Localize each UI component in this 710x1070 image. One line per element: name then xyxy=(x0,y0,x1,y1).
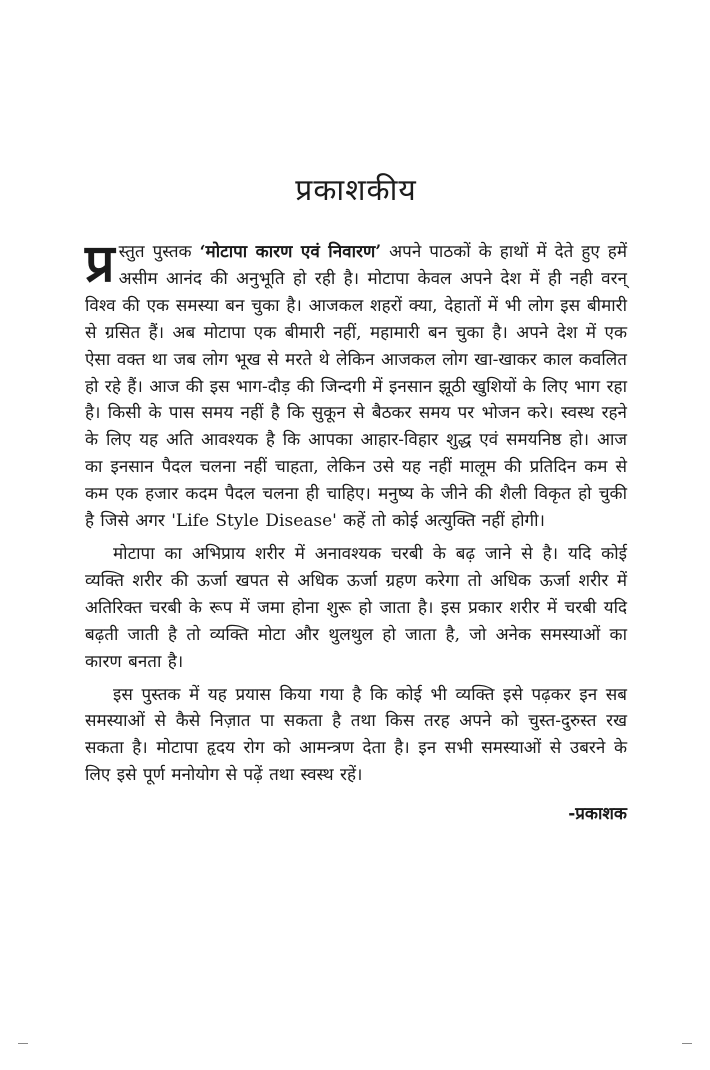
paragraph-obesity-meaning: मोटापा का अभिप्राय शरीर में अनावश्यक चरबी के बढ़ जाने से है। यदि कोई व्यक्ति शरीर की ऊर्जा खपत से अधिक ऊर्जा ग्रहण करेगा तो अधिक ऊर्जा शरीर में अतिरिक्त चरबी के रूप में जमा होना शुरू हो जाता है। इस प्रकार शरीर में चरबी यदि बढ़ती जाती है तो व्यक्ति मोटा और थुलथुल हो जाता है, जो अनेक समस्याओं का कारण बनता है। xyxy=(85,543,627,672)
book-title: ‘मोटापा कारण एवं निवारण’ xyxy=(199,242,382,262)
intro-lead-text: स्तुत पुस्तक xyxy=(118,242,200,262)
intro-body-text: अपने पाठकों के हाथों में देते हुए हमें असीम आनंद की अनुभूति हो रही है। मोटापा केवल अपने देश में ही नही वरन् विश्व की एक समस्या बन चुका है। आजकल शहरों क्या, देहातों में भी लोग इस बीमारी से ग्रसित हैं। अब मोटापा एक बीमारी नहीं, महामारी बन चुका है। अपने देश में एक ऐसा वक्त था जब लोग भूख से मरते थे लेकिन आजकल लोग खा-खाकर काल कवलित हो रहे हैं। आज की इस भाग-दौड़ की जिन्दगी में इनसान झूठी खुशियों के लिए भाग रहा है। किसी के पास समय नहीं है कि सुकून से बैठकर समय पर भोजन करे। स्वस्थ रहने के लिए यह अति आवश्यक है कि आपका आहार-विहार शुद्ध एवं समयनिष्ठ हो। आज का इनसान पैदल चलना नहीं चाहता, लेकिन उसे यह नहीं मालूम की प्रतिदिन कम से कम एक हजार कदम पैदल चलना ही चाहिए। मनुष्य के जीने की शैली विकृत हो चुकी है जिसे अगर 'Life Style Disease' कहें तो कोई अत्युक्ति नहीं होगी। xyxy=(85,242,627,532)
preface-page xyxy=(85,168,627,824)
drop-cap: प्र xyxy=(85,234,115,294)
crop-mark-right xyxy=(682,1043,692,1044)
paragraph-intro xyxy=(85,234,627,535)
page-title: प्रकाशकीय xyxy=(295,173,417,208)
paragraph-book-purpose: इस पुस्तक में यह प्रयास किया गया है कि कोई भी व्यक्ति इसे पढ़कर इन सब समस्याओं से कैसे निज़ात पा सकता है तथा किस तरह अपने को चुस्त-दुरुस्त रख सकता है। मोटापा हृदय रोग को आमन्त्रण देता है। इन सभी समस्याओं से उबरने के लिए इसे पूर्ण मनोयोग से पढ़ें तथा स्वस्थ रहें। xyxy=(85,684,627,786)
crop-mark-left xyxy=(18,1043,28,1044)
publisher-signature: -प्रकाशक xyxy=(568,804,627,825)
